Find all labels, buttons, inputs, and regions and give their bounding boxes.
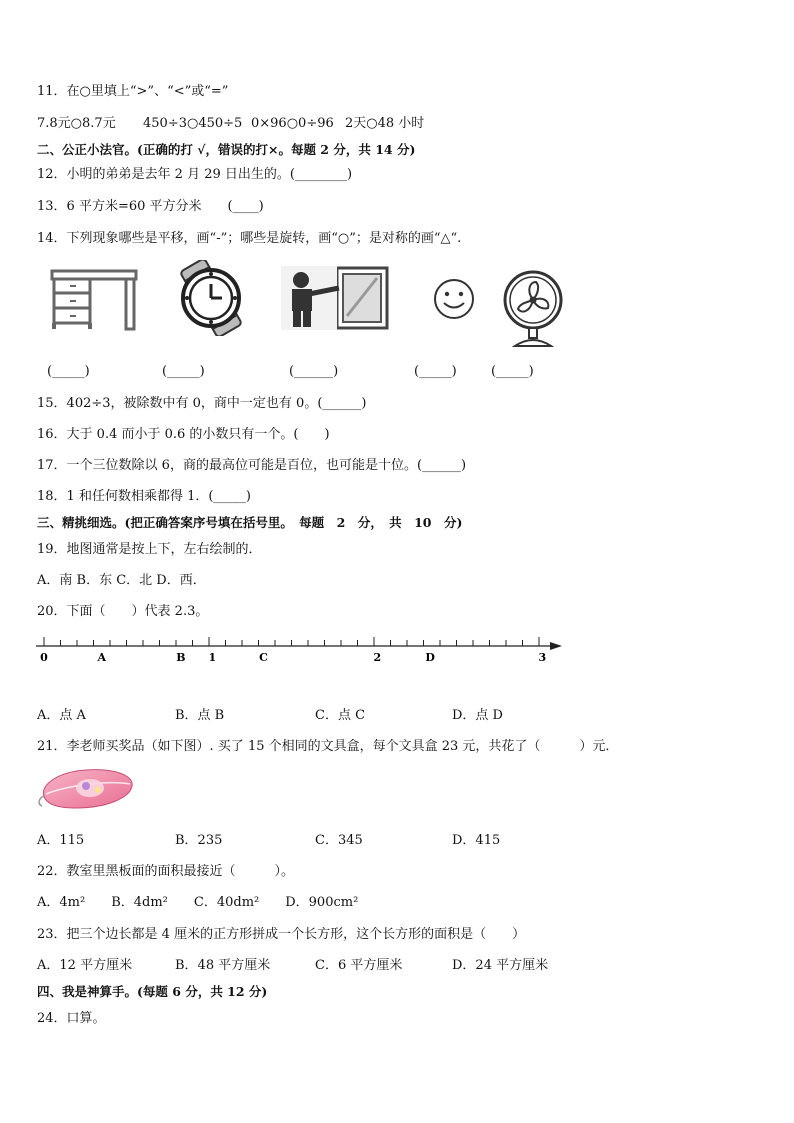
- q24-title: 24．口算。: [37, 1011, 106, 1026]
- number-line-label: A: [97, 651, 107, 664]
- q20-option-d: D．点 D: [452, 708, 503, 723]
- number-line-label: B: [176, 651, 186, 664]
- q19-title: 19．地图通常是按上下，左右绘制的．: [37, 542, 262, 557]
- number-line-label: D: [425, 651, 435, 664]
- q22-title: 22．教室里黑板面的面积最接近（ ）。: [37, 864, 295, 879]
- pencil-case-image: [36, 766, 136, 812]
- q20-option-a: A．点 A: [37, 708, 86, 723]
- q21-option-c: C．345: [315, 833, 363, 848]
- q20-title: 20．下面（ ）代表 2.3。: [37, 604, 209, 619]
- number-line-arrow: [550, 642, 562, 650]
- q14-blank-2: (_____): [162, 364, 205, 379]
- q20-option-c: C．点 C: [315, 708, 366, 723]
- section-2-heading: 二、公正小法官。(正确的打 √，错误的打×。每题 2 分，共 14 分): [37, 142, 416, 157]
- q14-blank-3: (______): [289, 364, 339, 379]
- q23-option-c: C．6 平方厘米: [315, 958, 403, 973]
- q11-item-4: 2天○48 小时: [345, 116, 425, 131]
- q22-options: A．4m² B．4dm² C．40dm² D．900cm²: [37, 895, 359, 910]
- q21-option-d: D．415: [452, 833, 501, 848]
- q12: 12．小明的弟弟是去年 2 月 29 日出生的。(________): [37, 167, 353, 182]
- q23-option-a: A．12 平方厘米: [37, 958, 133, 973]
- number-line-label: 1: [208, 651, 217, 664]
- section-3-heading: 三、精挑细选。(把正确答案序号填在括号里。 每题 2 分， 共 10 分): [37, 515, 463, 530]
- smiley-face-image: [432, 277, 476, 321]
- number-line-label: 2: [373, 651, 382, 664]
- q11-title: 11．在○里填上“>”、“<”或“=”: [37, 84, 229, 99]
- window-push-image: [281, 266, 389, 330]
- q16: 16．大于 0.4 而小于 0.6 的小数只有一个。( ): [37, 427, 330, 442]
- q20-option-b: B．点 B: [175, 708, 225, 723]
- number-line-label: C: [259, 651, 268, 664]
- q21-option-a: A．115: [37, 833, 85, 848]
- section-4-heading: 四、我是神算手。(每题 6 分，共 12 分): [37, 984, 268, 999]
- q11-item-2: 450÷3○450÷5: [143, 116, 243, 131]
- number-line: [30, 628, 570, 664]
- q19-options: A．南 B．东 C．北 D．西．: [37, 573, 206, 588]
- q17: 17．一个三位数除以 6，商的最高位可能是百位，也可能是十位。(______): [37, 458, 467, 473]
- number-line-label: 3: [538, 651, 547, 664]
- q21-option-b: B．235: [175, 833, 223, 848]
- q14-blank-1: (_____): [47, 364, 90, 379]
- watch-image: [163, 260, 259, 336]
- q21-title: 21．李老师买奖品（如下图）. 买了 15 个相同的文具盒，每个文具盒 23 元，共花了（ ）元．: [37, 739, 619, 754]
- q23-option-b: B．48 平方厘米: [175, 958, 271, 973]
- q13: 13．6 平方米=60 平方分米 (____): [37, 199, 264, 214]
- q14-title: 14．下列现象哪些是平移，画“-”；哪些是旋转，画“○”；是对称的画“△“.: [37, 231, 462, 246]
- q23-title: 23．把三个边长都是 4 厘米的正方形拼成一个长方形，这个长方形的面积是（ ）: [37, 927, 526, 942]
- q14-blank-5: (_____): [491, 364, 534, 379]
- q15: 15．402÷3，被除数中有 0，商中一定也有 0。(______): [37, 396, 367, 411]
- q11-item-3: 0×96○0÷96: [251, 116, 334, 131]
- q11-item-1: 7.8元○8.7元: [37, 116, 116, 131]
- q14-blank-4: (_____): [414, 364, 457, 379]
- number-line-label: 0: [40, 651, 48, 664]
- desk-image: [48, 265, 140, 331]
- q23-option-d: D．24 平方厘米: [452, 958, 549, 973]
- q18: 18．1 和任何数相乘都得 1．(_____): [37, 489, 251, 504]
- electric-fan-image: [500, 270, 566, 348]
